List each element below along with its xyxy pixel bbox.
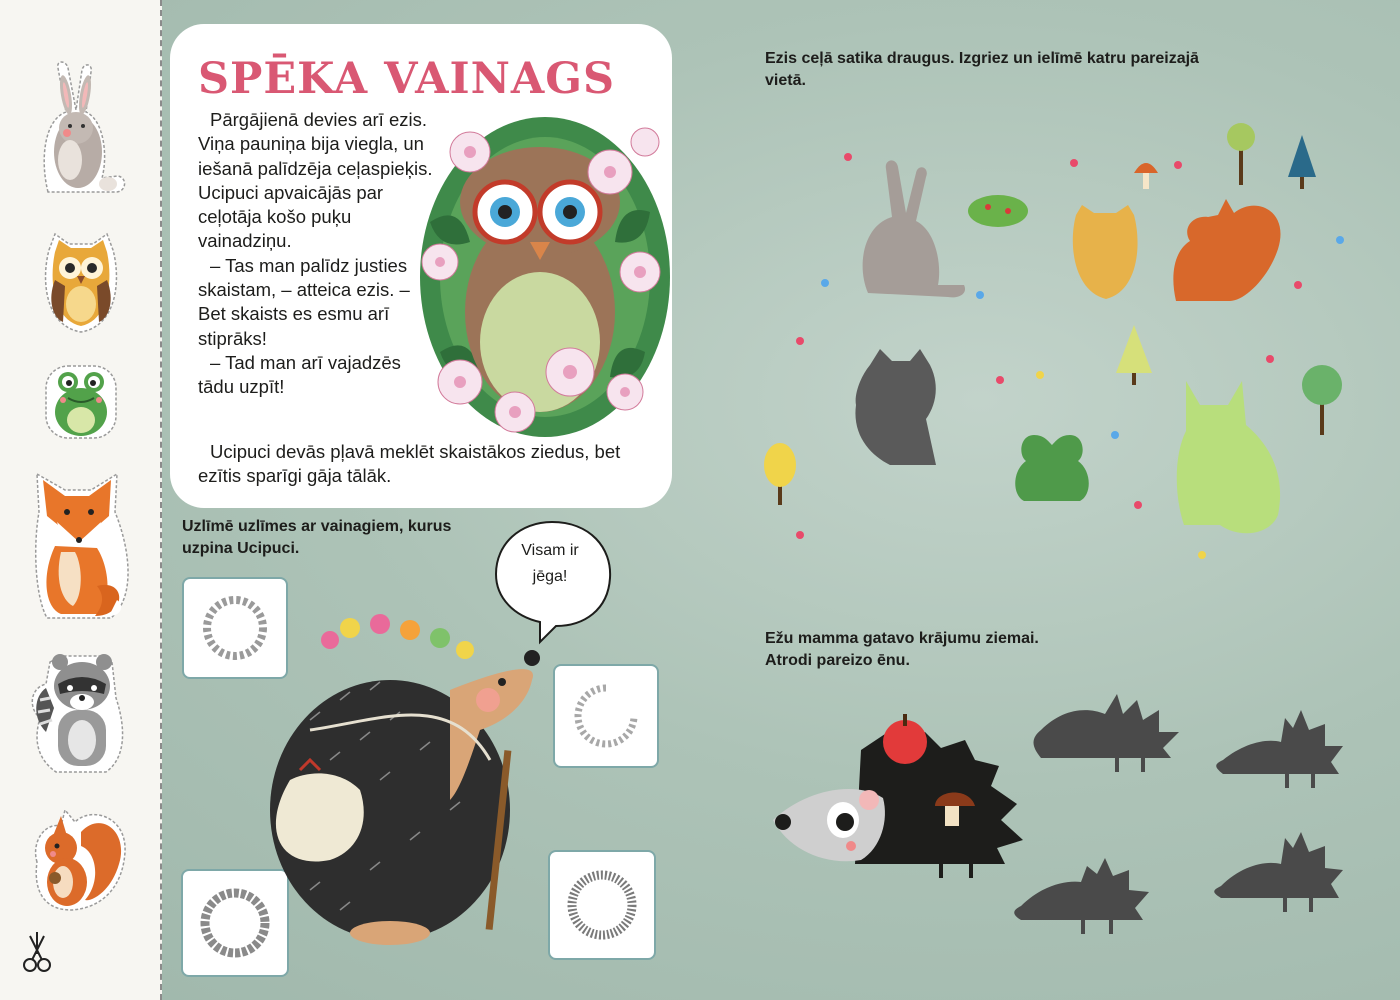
shadow-option-4 xyxy=(1214,832,1343,912)
rabbit-silhouette xyxy=(863,160,965,297)
shadow-option-2 xyxy=(1216,710,1343,788)
frog-sticker[interactable] xyxy=(36,362,126,442)
shadow-instruction: Ežu mamma gatavo krājumu ziemai. Atrodi pareizo ēnu. xyxy=(765,630,1039,669)
fox-sticker[interactable] xyxy=(36,466,126,626)
rabbit-sticker[interactable] xyxy=(36,60,126,195)
hedgehog-illustration xyxy=(270,600,560,950)
owl-sticker[interactable] xyxy=(36,230,126,335)
friends-instruction: Ezis ceļā satika draugus. Izgriez un ielīmē katru pareizajā vietā. xyxy=(765,50,1199,89)
story-text xyxy=(198,108,438,400)
bush-icon xyxy=(968,195,1028,227)
shadow-option-3 xyxy=(1014,858,1149,934)
story-last-paragraph xyxy=(198,440,638,489)
tree-icon xyxy=(1227,123,1255,185)
scissors-icon xyxy=(22,930,52,974)
meadow-scene xyxy=(760,115,1400,600)
story-title: SPĒKA VAINAGS xyxy=(198,54,616,104)
mushroom-icon xyxy=(1134,163,1158,189)
owl-silhouette xyxy=(1073,205,1138,299)
raccoon-sticker[interactable] xyxy=(36,648,126,776)
story-paragraph: Pārgājienā devies arī ezis. Viņa pauniņa bija viegla, un iešanā palīdzēja ceļaspieķis. Ucipuci apvaicājās par ceļotāja košo puķu vainadziņu. xyxy=(198,109,433,252)
story-paragraph: Ucipuci devās pļavā meklēt skaistākos ziedus, bet ezītis sparīgi gāja tālāk. xyxy=(198,441,621,487)
cutout-strip xyxy=(0,0,162,1000)
hedgehog-shadow-task xyxy=(765,670,1400,960)
raccoon-silhouette xyxy=(855,349,936,465)
story-paragraph: – Tad man arī vajadzēs tādu uzpīt! xyxy=(198,351,401,398)
tree-icon xyxy=(764,443,796,505)
speech-bubble-text: Visam ir jēga! xyxy=(521,542,579,585)
spruce-icon xyxy=(1288,135,1316,189)
wreath-sticker-slot[interactable] xyxy=(553,664,659,768)
owl-wreath-illustration xyxy=(410,102,675,447)
mama-hedgehog-illustration xyxy=(773,714,1023,878)
wreath-instruction: Uzlīmē uzlīmes ar vainagiem, kurus uzpina Ucipuci. xyxy=(182,518,452,557)
tree-icon xyxy=(1302,365,1342,435)
frog-silhouette xyxy=(1015,435,1089,501)
tree-icon xyxy=(1116,325,1152,385)
story-paragraph: – Tas man palīdz justies skaistam, – atteica ezis. – Bet skaists es esmu arī stiprāks! xyxy=(198,254,410,349)
fox-silhouette xyxy=(1177,381,1280,533)
shadow-option-1 xyxy=(1034,694,1180,772)
squirrel-silhouette xyxy=(1173,199,1280,301)
wreath-sticker-slot[interactable] xyxy=(548,850,656,960)
squirrel-sticker[interactable] xyxy=(36,802,126,914)
